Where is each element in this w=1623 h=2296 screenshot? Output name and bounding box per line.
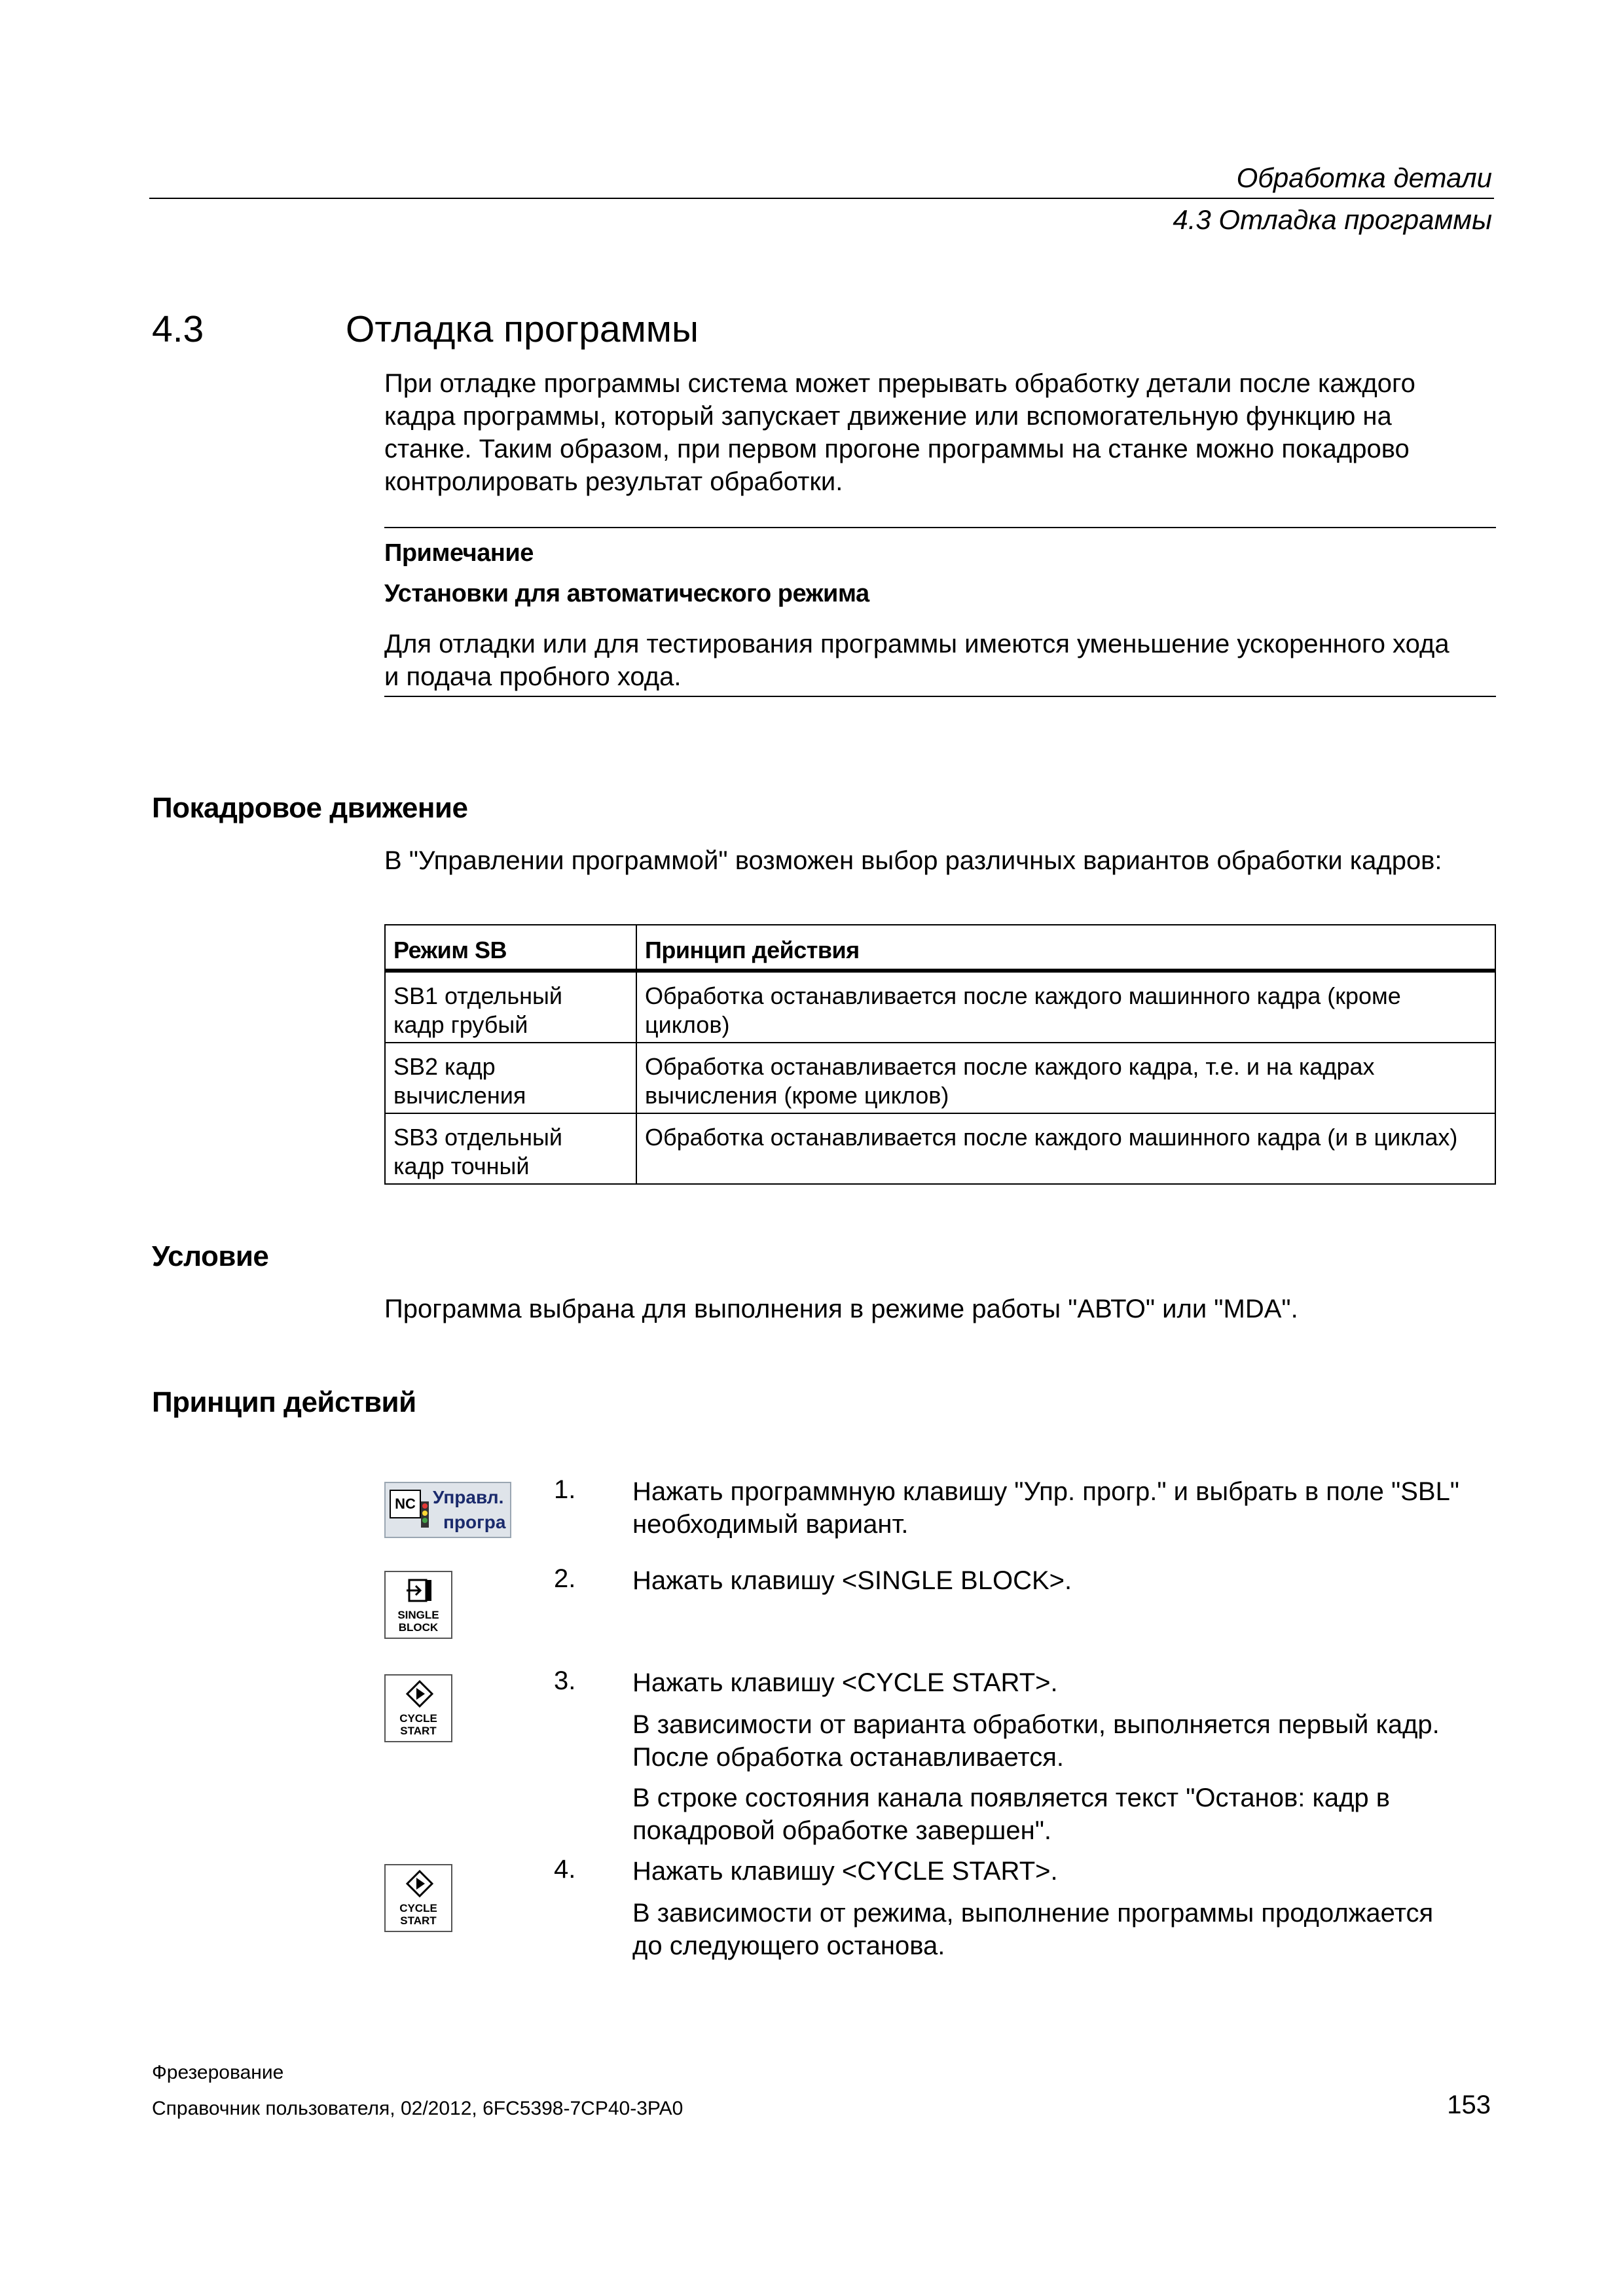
table-row [385,971,1495,1043]
step-number: 1. [554,1475,576,1504]
running-header-section: 4.3 Отладка программы [1173,204,1492,235]
note-text [384,628,1510,693]
key-label: START [400,1914,437,1927]
table-header-action: Принцип действия [636,925,1495,971]
sb-mode-table [384,924,1496,1185]
table-cell-mode: SB1 отдельный кадр грубый [385,971,636,1043]
step-text: Нажать клавишу <SINGLE BLOCK>. [632,1566,1072,1595]
intro-line: контролировать результат обработки. [384,467,843,496]
key-label: CYCLE [399,1902,437,1914]
step-text: Нажать клавишу <CYCLE START>. [632,1857,1058,1886]
traffic-light-icon [421,1501,429,1528]
step-number: 4. [554,1855,576,1884]
footer-manual: Справочник пользователя, 02/2012, 6FC5398-7CP40-3PA0 [152,2098,684,2119]
section-number: 4.3 [152,308,204,350]
footer-product: Фрезерование [152,2062,284,2083]
step-note: В зависимости от режима, выполнение программы продолжается до следующего останова. [632,1899,1434,1960]
step-number: 3. [554,1666,576,1695]
intro-line: станке. Таким образом, при первом прогоне программы на станке можно покадрово [384,435,1410,463]
header-rule [149,198,1494,199]
single-block-icon [405,1577,434,1604]
table-header-row [385,925,1495,971]
table-header-mode: Режим SB [385,925,636,971]
step-note: В строке состояния канала появляется текст "Останов: кадр в покадровой обработке завершен". [632,1784,1391,1845]
intro-paragraph [384,367,1510,498]
intro-line: При отладке программы система может прерывать обработку детали после каждого [384,369,1415,398]
single-block-key[interactable] [384,1571,452,1639]
note-title: Установки для автоматического режима [384,580,869,607]
cycle-start-key[interactable] [384,1674,452,1742]
table-row [385,1113,1495,1184]
page-number: 153 [1447,2090,1491,2119]
block-motion-intro: В "Управлении программой" возможен выбор различных вариантов обработки кадров: [384,846,1442,875]
key-label: BLOCK [398,1621,439,1634]
key-label: START [400,1725,437,1737]
note-line: и подача пробного хода. [384,662,682,691]
cycle-start-icon [405,1869,434,1898]
key-label: CYCLE [399,1712,437,1725]
table-row [385,1043,1495,1113]
cycle-start-icon [405,1679,434,1708]
note-label: Примечание [384,539,534,567]
table-cell-action: Обработка останавливается после каждого машинного кадра (и в циклах) [636,1113,1495,1184]
softkey-label-line2: програ [443,1512,506,1532]
step-text: Нажать программную клавишу "Упр. прогр." и выбрать в поле "SBL" необходимый вариант. [632,1477,1460,1539]
running-header-chapter: Обработка детали [1236,162,1492,193]
note-line: Для отладки или для тестирования программы имеются уменьшение ускоренного хода [384,630,1450,658]
condition-text: Программа выбрана для выполнения в режиме работы "АВТО" или "MDA". [384,1295,1298,1323]
step-text: Нажать клавишу <CYCLE START>. [632,1668,1058,1697]
intro-line: кадра программы, который запускает движение или вспомогательную функцию на [384,402,1392,431]
step-number: 2. [554,1564,576,1593]
heading-procedure: Принцип действий [152,1386,416,1418]
heading-condition: Условие [152,1240,269,1272]
program-control-softkey[interactable] [384,1482,511,1538]
key-label: SINGLE [397,1609,439,1621]
table-cell-action: Обработка останавливается после каждого кадра, т.е. и на кадрах вычисления (кроме циклов) [636,1043,1495,1113]
note-top-rule [384,527,1496,528]
step-note: В зависимости от варианта обработки, выполняется первый кадр. После обработка останавливается. [632,1710,1440,1772]
heading-block-motion: Покадровое движение [152,792,468,824]
softkey-label-line1: Управл. [433,1487,504,1507]
table-cell-action: Обработка останавливается после каждого машинного кадра (кроме циклов) [636,971,1495,1043]
section-title: Отладка программы [346,308,699,350]
table-cell-mode: SB3 отдельный кадр точный [385,1113,636,1184]
cycle-start-key[interactable] [384,1864,452,1932]
table-cell-mode: SB2 кадр вычисления [385,1043,636,1113]
nc-icon: NC [390,1490,421,1518]
note-bottom-rule [384,696,1496,697]
